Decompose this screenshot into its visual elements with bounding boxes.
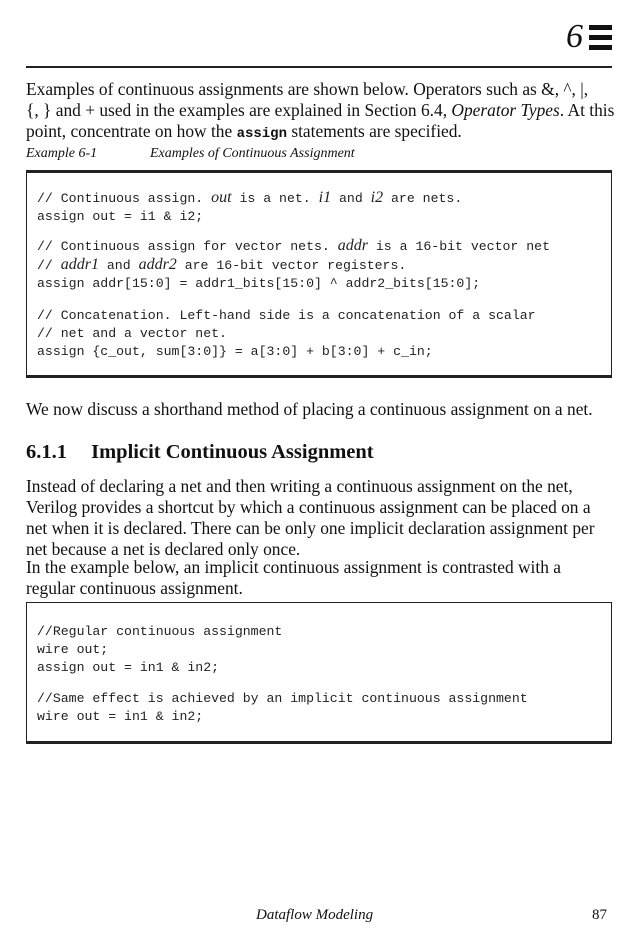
code-group: //Regular continuous assignment wire out; assign out = in1 & in2; — [37, 624, 283, 675]
chapter-bars-icon — [589, 25, 612, 50]
chapter-number: 6 — [566, 18, 583, 55]
header-rule — [26, 66, 612, 68]
section-number: 6.1.1 — [26, 441, 67, 463]
code-group: //Same effect is achieved by an implicit continuous assignment wire out = in1 & in2; — [37, 691, 528, 724]
section-reference: Operator Types — [451, 100, 560, 120]
example-title: Examples of Continuous Assignment — [150, 146, 355, 161]
intro-text: . At this — [559, 100, 615, 120]
section-title: Implicit Continuous Assignment — [91, 441, 374, 463]
code-group: // Continuous assign for vector nets. addr is a 16-bit vector net // addr1 and addr2 are 16-bit vector registers. assign addr[15:0] = addr1_bits[15:0] ^ addr2_bits[15:0]; — [37, 237, 550, 291]
example-number: Example 6-1 — [26, 146, 98, 161]
chapter-marker — [566, 20, 612, 54]
body-line: net when it is declared. There can be only one implicit declaration assignment per — [26, 518, 595, 538]
assign-keyword: assign — [236, 126, 287, 142]
intro-line — [26, 100, 616, 121]
intro-text: statements are specified. — [286, 121, 462, 141]
body-paragraph-1 — [26, 476, 616, 560]
intro-text: {, } and + used in the examples are explained in Section 6.4, — [26, 100, 452, 120]
body-line: In the example below, an implicit continuous assignment is contrasted with a — [26, 557, 561, 577]
code-block-implicit — [26, 602, 612, 744]
example-caption — [26, 146, 355, 162]
code-block-example-6-1 — [26, 172, 612, 378]
footer-title: Dataflow Modeling — [256, 907, 374, 923]
intro-line: Examples of continuous assignments are shown below. Operators such as &, ^, |, — [26, 79, 589, 99]
section-heading — [26, 441, 374, 464]
body-paragraph-2 — [26, 557, 616, 599]
code-group: // Continuous assign. out is a net. i1 and i2 are nets. assign out = i1 & i2; — [37, 189, 463, 224]
body-line: regular continuous assignment. — [26, 578, 243, 598]
body-line: Verilog provides a shortcut by which a continuous assignment can be placed on a — [26, 497, 591, 517]
shorthand-paragraph: We now discuss a shorthand method of placing a continuous assignment on a net. — [26, 399, 593, 419]
intro-text: point, concentrate on how the — [26, 121, 237, 141]
code-group: // Concatenation. Left-hand side is a concatenation of a scalar // net and a vector net. assign {c_out, sum[3:0]} = a[3:0] + b[3:0] + c_in; — [37, 308, 536, 359]
intro-paragraph — [26, 79, 616, 145]
page-number: 87 — [592, 907, 607, 923]
intro-line — [26, 121, 616, 145]
body-line: net because a net is declared only once. — [26, 539, 301, 559]
body-line: Instead of declaring a net and then writing a continuous assignment on the net, — [26, 476, 573, 496]
